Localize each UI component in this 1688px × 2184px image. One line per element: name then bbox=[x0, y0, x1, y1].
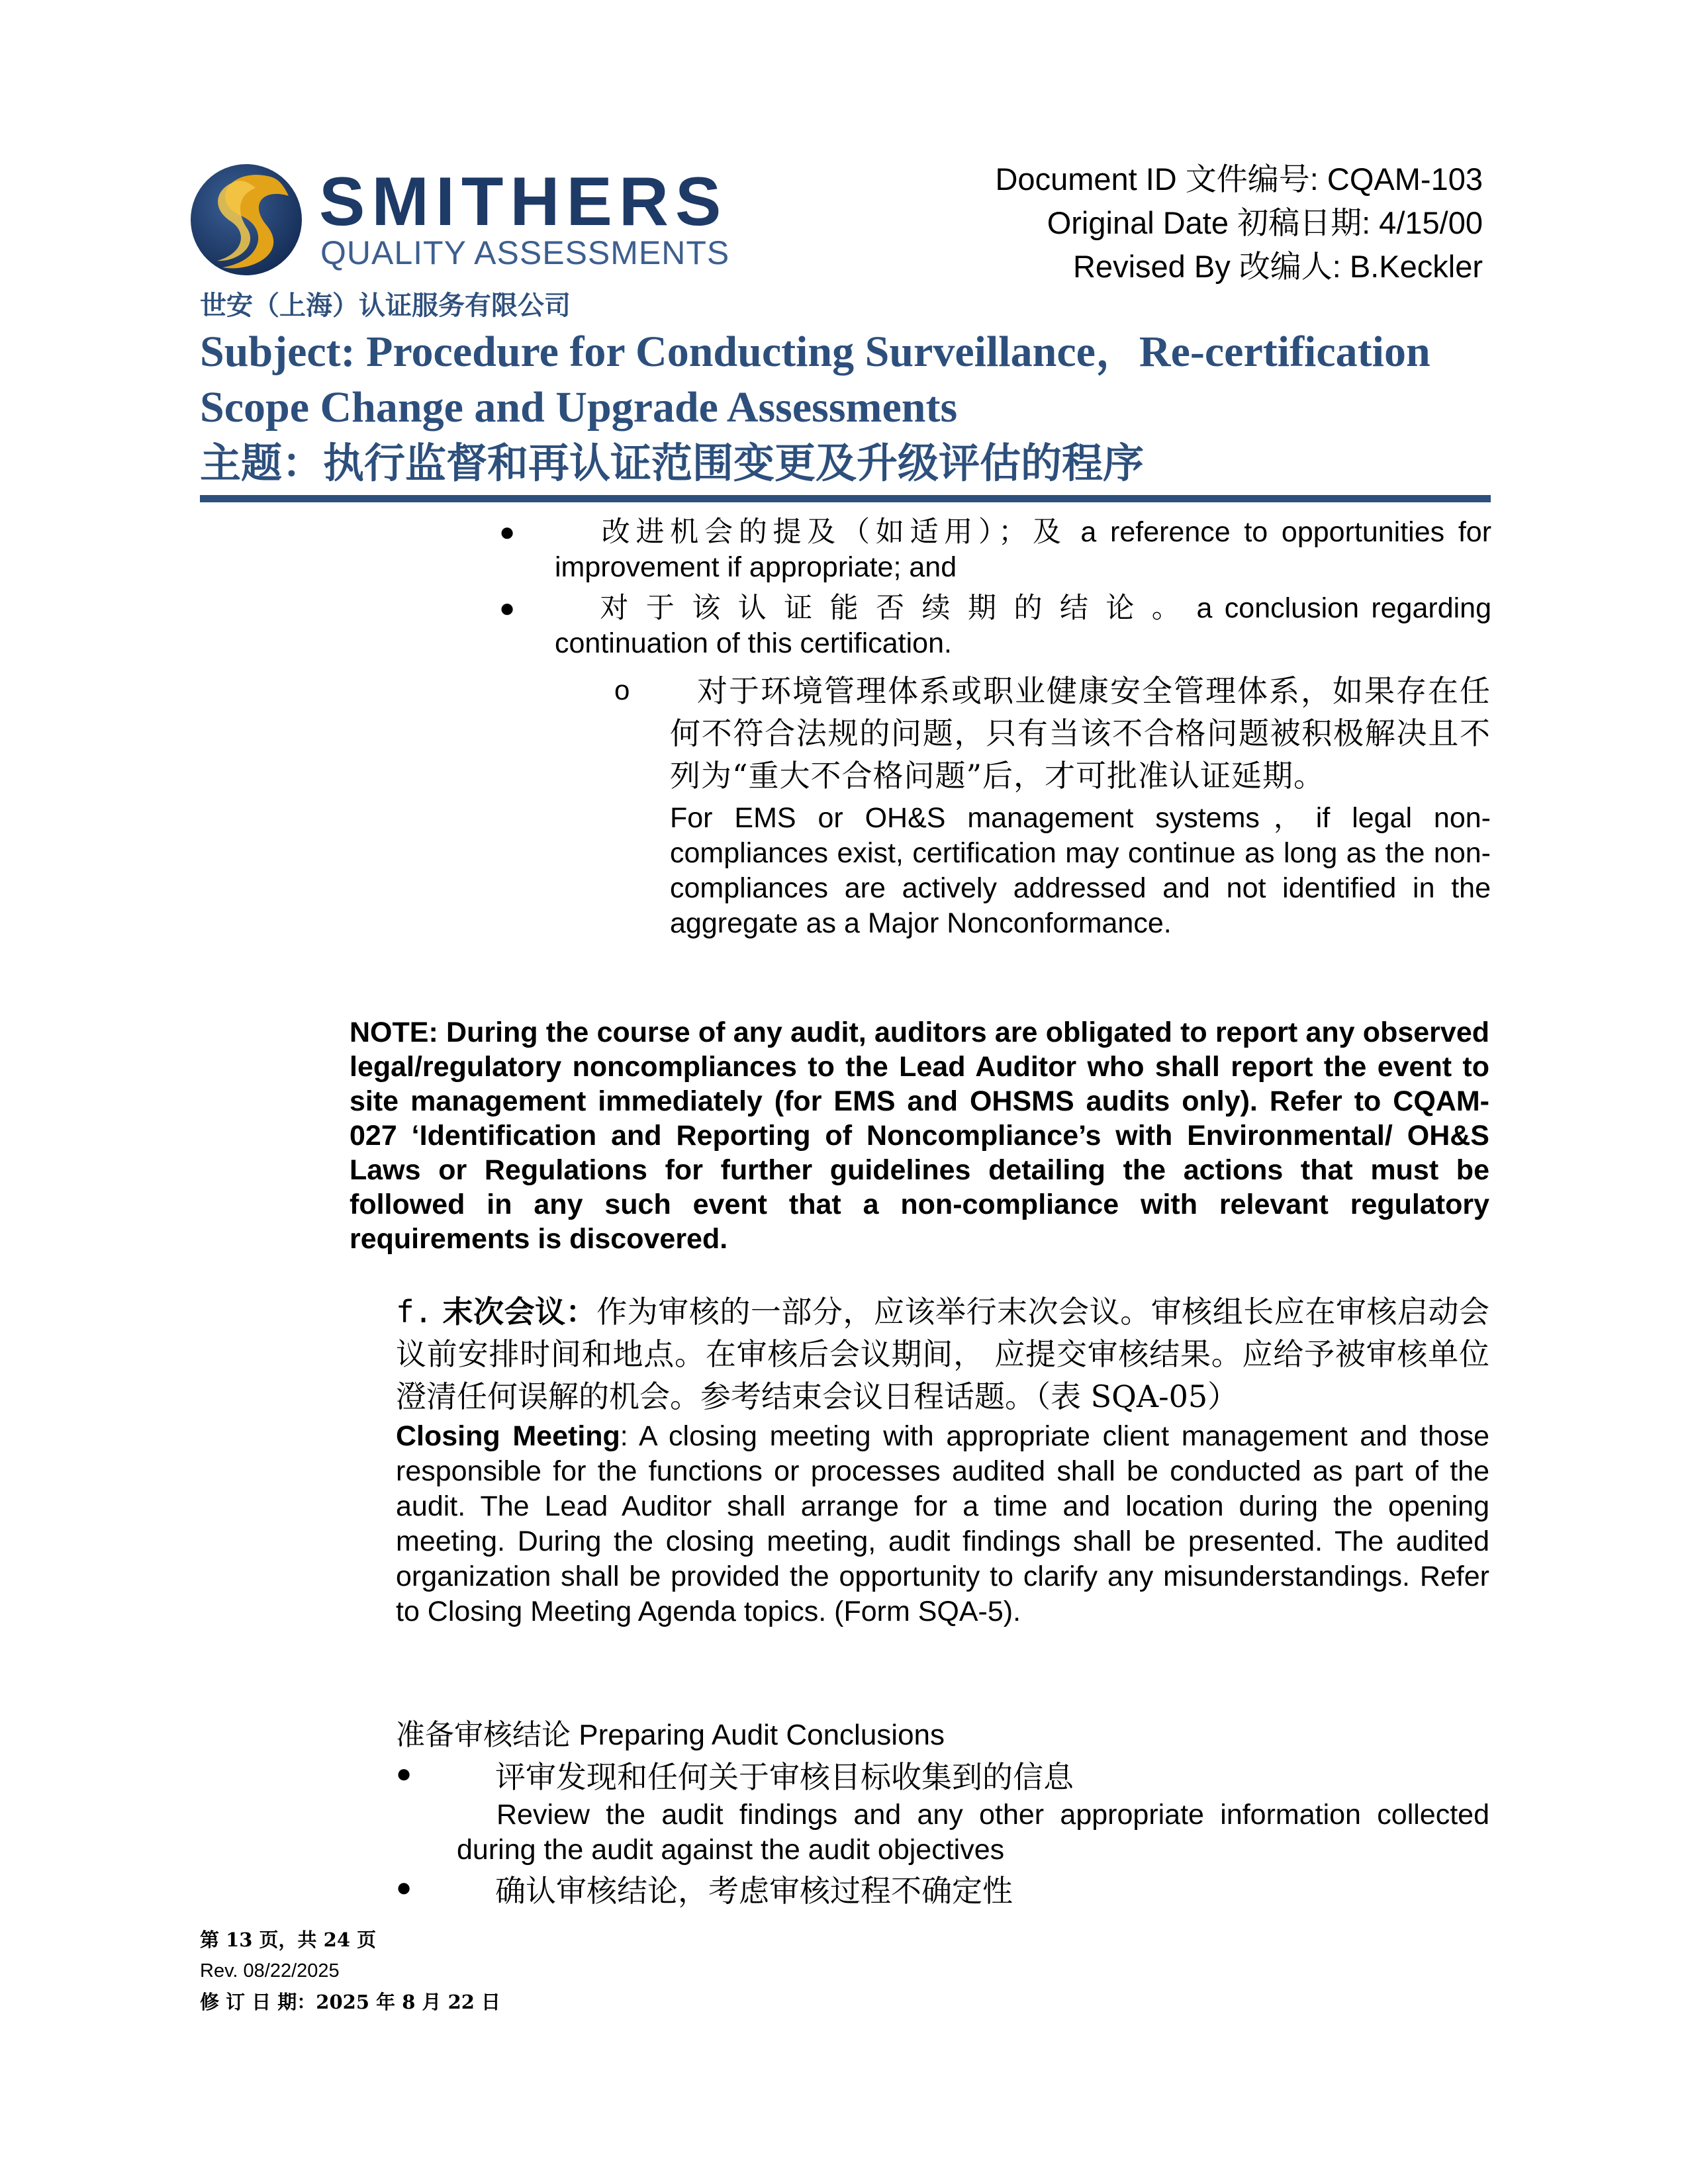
company-name-cn: 世安（上海）认证服务有限公司 bbox=[200, 291, 571, 321]
bullet-1-en: a reference to opportunities for improvement if appropriate; and bbox=[555, 516, 1492, 583]
preparing-title bbox=[396, 1715, 1489, 1755]
closing-cn-text: 作为审核的一部分，应该举行末次会议。审核组长应在审核启动会议前安排时间和地点。在审核后会议期间， 应提交审核结果。应给予被审核单位澄清任何误解的机会。参考结束会议日程话题。（表 SQA-05） bbox=[396, 1294, 1490, 1414]
revision-date-cn: 修 订 日 期：2025 年 8 月 22 日 bbox=[200, 1991, 501, 2013]
closing-label-prefix: f. bbox=[396, 1294, 433, 1330]
closing-label-en: Closing Meeting bbox=[396, 1420, 620, 1452]
bullet-dot-icon: ● bbox=[396, 1759, 412, 1788]
preparing-item-2 bbox=[396, 1870, 1489, 1911]
sub-bullet-marker: o bbox=[614, 674, 630, 705]
revised-by: Revised By 改编人: B.Keckler bbox=[1072, 249, 1483, 284]
bullet-2-en: a conclusion regarding continuation of this certification. bbox=[555, 592, 1491, 659]
revision: Rev. 08/22/2025 bbox=[200, 1960, 340, 1981]
preparing-audit-conclusions bbox=[396, 1715, 1489, 1911]
bullet-2-cn: 对 于 该 认 证 能 否 续 期 的 结 论 。 bbox=[596, 592, 1185, 625]
subject-cn: 主题：执行监督和再认证范围变更及升级评估的程序 bbox=[200, 439, 1145, 487]
bullet-dot-icon: ● bbox=[396, 1873, 412, 1902]
subject-heading bbox=[200, 324, 1524, 491]
document-id: Document ID 文件编号: CQAM-103 bbox=[995, 161, 1483, 197]
bullet-dot-icon: ● bbox=[499, 518, 516, 547]
sub-bullet-en: For EMS or OH&S management systems，if legal non-compliances exist, certification may continue as long as the non-compliances are actively addressed and not identified in the aggregate as a Major Nonconformance. bbox=[670, 802, 1491, 939]
closing-label-cn: 末次会议： bbox=[442, 1294, 597, 1330]
bullet-item-1 bbox=[499, 515, 1492, 585]
preparing-item-1-en: Review the audit findings and any other appropriate information collected during the audit against the audit objectives bbox=[457, 1799, 1489, 1866]
bullet-item-2 bbox=[499, 591, 1491, 661]
closing-en-text: : A closing meeting with appropriate client management and those responsible for the functions or processes audited shall be conducted as part of the audit. The Lead Auditor shall arrange for a time and location during the opening meeting. During the closing meeting, audit findings shall be presented. The audited organization shall be provided the opportunity to clarify any misunderstandings. Refer to Closing Meeting Agenda topics. (Form SQA-5). bbox=[396, 1420, 1489, 1627]
subject-line-2: Scope Change and Upgrade Assessments bbox=[200, 383, 958, 432]
bullet-1-cn: 改进机会的提及（如适用）；及 bbox=[596, 516, 1067, 549]
preparing-item-2-cn: 确认审核结论，考虑审核过程不确定性 bbox=[495, 1873, 1013, 1909]
page-number: 第 13 页，共 24 页 bbox=[200, 1929, 377, 1951]
logo-subtext: QUALITY ASSESSMENTS bbox=[320, 234, 730, 271]
document-meta bbox=[861, 158, 1483, 289]
preparing-title-en: Preparing Audit Conclusions bbox=[579, 1719, 945, 1751]
header-divider bbox=[200, 495, 1491, 502]
smithers-logo bbox=[189, 161, 739, 281]
closing-meeting-cn bbox=[396, 1291, 1489, 1418]
bullet-dot-icon: ● bbox=[499, 594, 516, 623]
closing-meeting-en bbox=[396, 1419, 1489, 1629]
logo-text: SMITHERS bbox=[319, 163, 728, 240]
closing-meeting-section bbox=[396, 1291, 1489, 1629]
sub-bullet-cn: 对于环境管理体系或职业健康安全管理体系，如果存在任何不符合法规的问题，只有当该不合格问题被积极解决且不列为“重大不合格问题”后，才可批准认证延期。 bbox=[670, 673, 1491, 794]
sub-bullet-item bbox=[614, 670, 1491, 941]
preparing-item-1-cn: 评审发现和任何关于审核目标收集到的信息 bbox=[495, 1759, 1074, 1795]
legal-compliance-note: NOTE: During the course of any audit, auditors are obligated to report any observed legal/regulatory noncompliances to the Lead Auditor who shall report the event to site management immediately (for EMS and OHSMS audits only). Refer to CQAM-027 ‘Identification and Reporting of Noncompliance’s with Environmental/ OH&S Laws or Regulations for further guidelines detailing the actions that must be followed in any such event that a non-compliance with relevant regulatory requirements is discovered. bbox=[350, 1017, 1489, 1255]
preparing-title-cn: 准备审核结论 bbox=[396, 1718, 571, 1752]
page-footer bbox=[200, 1925, 500, 2018]
subject-line-1: Subject: Procedure for Conducting Surveillance，Re-certification bbox=[200, 328, 1430, 376]
original-date: Original Date 初稿日期: 4/15/00 bbox=[1047, 205, 1483, 240]
preparing-item-1 bbox=[396, 1756, 1489, 1797]
